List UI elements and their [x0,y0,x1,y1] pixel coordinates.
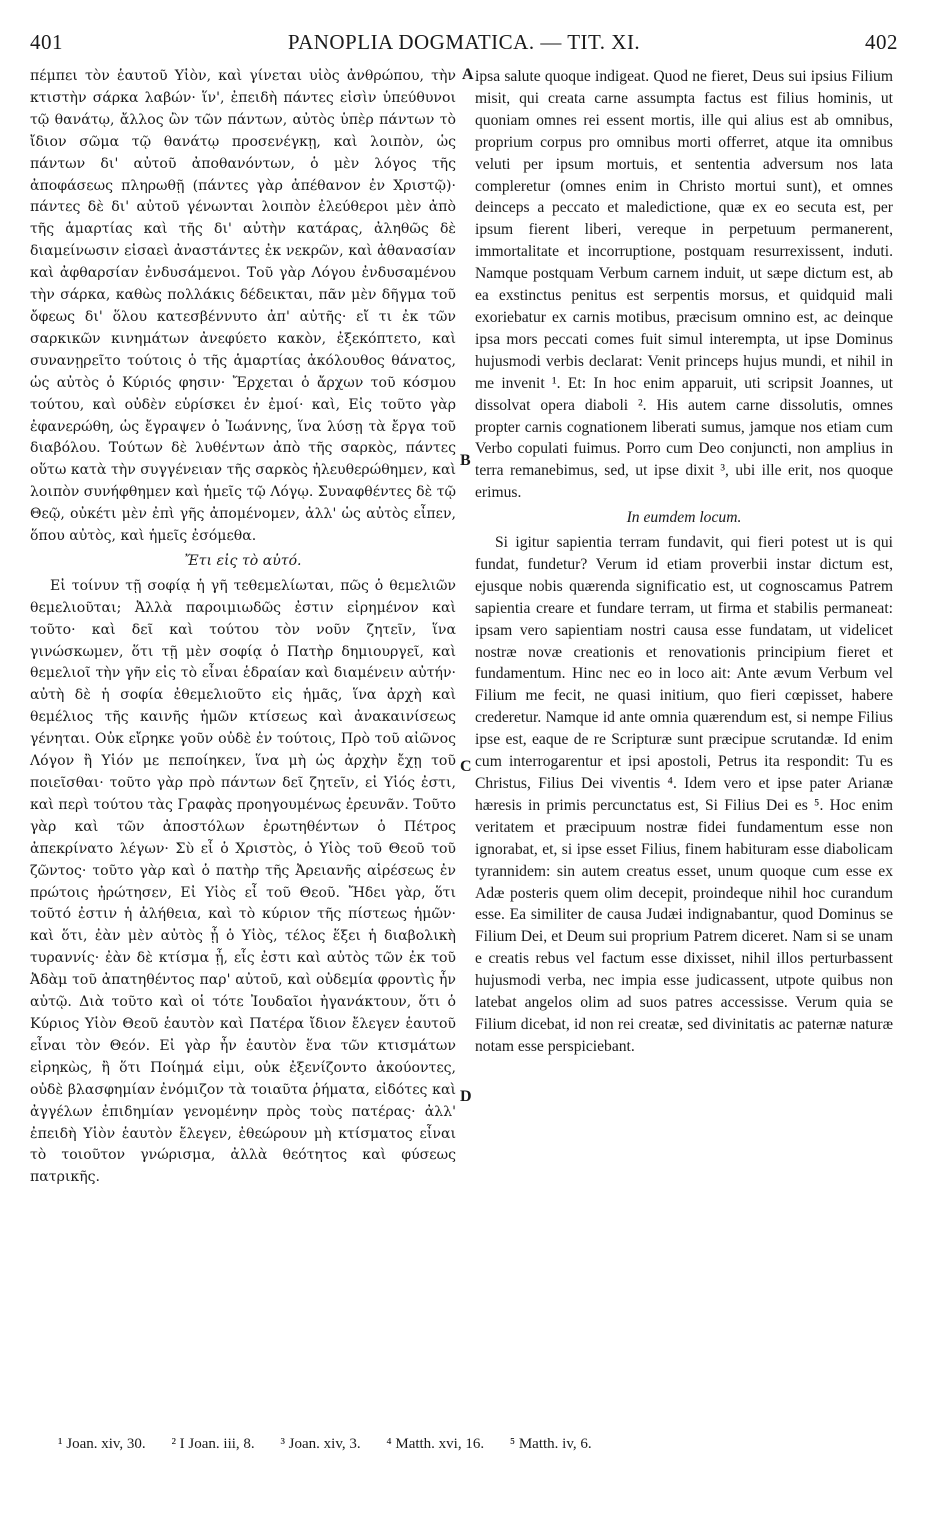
footnote: ² I Joan. iii, 8. [171,1436,255,1452]
greek-subheading: Ἔτι εἰς τὸ αὐτό. [184,552,302,569]
running-title: PANOPLIA DOGMATICA. — TIT. XI. [287,30,641,54]
greek-paragraph: Εἰ τοίνυν τῇ σοφίᾳ ἡ γῆ τεθεμελίωται, πῶς ὁ θεμελιῶν θεμελιοῦται; Ἀλλὰ παροιμιωδῶς ἐστιν εἰρημένον καὶ τοῦτο· καὶ δεῖ καὶ τούτου τὸν νοῦν ζητεῖν, ἵνα γινώσκωμεν, ὅτι τῇ μὲν σοφίᾳ ὁ Πατὴρ δημιουργεῖ, καὶ θεμελιοῖ τὴν γῆν εἰς τὸ εἶναι ἑδραίαν καὶ διαμένειν αὐτήν· αὐτὴ δὲ ἡ σοφία ἐθεμελιοῦτο εἰς ἡμᾶς, ἵνα ἀρχὴ καὶ θεμέλιος τῆς καινῆς ἡμῶν κτίσεως καὶ ἀνακαινίσεως γένηται. Οὐκ εἴρηκε γοῦν οὐδὲ ἐν τούτοις, Πρὸ τοῦ αἰῶνος Λόγον ἢ Υἱόν με πεποίηκεν, ἵνα μὴ ὡς ἀρχὴν ἔχῃ τοῦ ποιεῖσθαι· τοῦτο γὰρ πρὸ πάντων δεῖ ζητεῖν, εἰ Υἱός ἐστι, καὶ περὶ τούτου τὰς Γραφὰς προηγουμένως ἐρευνᾶν. Τοῦτο γὰρ καὶ τῶν ἀποστόλων ἐρωτηθέντων ὁ Πέτρος ἀπεκρίνατο λέγων· Σὺ εἶ ὁ Χριστὸς, ὁ Υἱὸς τοῦ Θεοῦ τοῦ ζῶντος· τοῦτο γὰρ καὶ ὁ πατὴρ τῆς Ἀρειανῆς αἱρέσεως ἐν πρώτοις ἠρώτησεν, Εἰ Υἱὸς εἶ τοῦ Θεοῦ. Ἤδει γὰρ, ὅτι τοῦτό ἐστιν ἡ ἀλήθεια, καὶ τὸ κύριον τῆς πίστεως ἡμῶν· καὶ ὅτι, ἐὰν μὲν αὐτὸς ᾖ ὁ Υἱὸς, τέλος ἕξει ἡ διαβολικὴ τυραννίς· ἐὰν δὲ κτίσμα ᾖ, εἷς ἐστι καὶ αὐτὸς τῶν ἐκ τοῦ Ἀδὰμ τοῦ ἀπατηθέντος παρ' αὐτοῦ, καὶ οὐδεμία φροντὶς ἦν αὐτῷ. Διὰ τοῦτο καὶ οἱ τότε Ἰουδαῖοι ἠγανάκτουν, ὅτι ὁ Κύριος Υἱὸν Θεοῦ ἑαυτὸν καὶ Πατέρα ἴδιον ἔλεγεν ἑαυτοῦ εἶναι τὸν Θεόν. Εἰ γὰρ ἦν ἑαυτὸν ἕνα τῶν κτισμάτων εἰρηκὼς, ἢ ὅτι Ποίημά εἰμι, οὐκ ἐξενίζοντο ἀκούοντες, οὐδὲ βλασφημίαν ἐνόμιζον τὰ τοιαῦτα ῥήματα, εἰδότες καὶ ἀγγέλων ἐπιδημίαν γενομένην πρὸς τοὺς πατέρας· ἀλλ' ἐπειδὴ Υἱὸν ἑαυτὸν ἔλεγεν, ἐθεώρουν μὴ κτίσματος εἶναι τὸ τοιοῦτον γνώρισμα, ἀλλὰ θεότητος καὶ φύσεως πατρικῆς. [30,577,456,1186]
margin-letter: C [460,758,472,775]
footnote: ³ Joan. xiv, 3. [280,1436,361,1452]
latin-paragraph: Si igitur sapientia terram fundavit, qui fieri potest ut is qui fundat, fundetur? Verum id etiam proverbii instar dictum est, ejusque nobis quærenda significatio est, ut cognoscamus Patrem sapientia creare et fundare terram, ut firma et stabilis permaneat: ipsam vero sapientiam nostri causa esse fundatam, ut videlicet nostræ novæ creationis et renovationis principium fieret et fundamentum. Hinc nec eo in loco ait: Ante ævum Verbum vel Filium me fecit, ne quasi initium, quo fieri cœpisset, habere crederetur. Namque id ante omnia quærendum est, si nempe Filius ipse est, eaque de re Scripturæ sunt præcipue scrutandæ. Id enim cum interrogarentur et ipsi apostoli, Petrus ita respondit: Tu es Christus, Filius Dei viventis ⁴. Idem vero et ipse pater Arianæ hæresis in primis percunctatus est, Si Filius Dei es ⁵. Hoc enim veritatem et præcipuum nostræ fidei fundamentum esse non ignorabat, et, si ipse esset Filius, finem habituram esse diabolicam tyrannidem: sin autem creatus esset, unum quoque cum esse ex Adæ posteris quem olim decepit, proindeque nihil hoc curandum esse. Ea similiter de causa Judæi indignabantur, quod Dominus se Filium Dei, et Deum sui proprium Patrem diceret. Nam si se unam e creatis rebus vel factum esse dixisset, nihil illos perturbassent hujusmodi verba, nec impia esse judicassent, utpote quibus non latebat angelos olim ad suos patres accessisse. Verum quia se Filium dicebat, id non rei creatæ, sed divinitatis ac paternæ naturæ notam esse perspiciebant. [475,534,893,1055]
margin-letter: A [462,66,474,83]
footnote: ⁵ Matth. iv, 6. [509,1436,592,1452]
margin-letter: D [460,1088,472,1105]
margin-letter: B [460,452,471,469]
latin-paragraph: ipsa salute quoque indigeat. Quod ne fieret, Deus sui ipsius Filium misit, qui creata carne assumpta factus est filius hominis, ut quoniam omnes rei essent mortis, ille qui alius est ab omnibus, proprium corpus pro omnibus morti offerret, atque ita omnibus veluti per ipsum mortuis, et sententia adversum nos lata compleretur (omnes enim in Christo mortui sunt), et omnes deinceps a peccato et maledictione, quæ ex eo secuta est, per ipsum fierent liberi, vereque in perpetuum permanerent, immortalitate et incorruptione, postquam resurrexissent, induti. Namque postquam Verbum carnem induit, ut sæpe dictum est, ab ea exstinctus penitus est serpentis morsus, et quidquid mali exoriebatur ex carnis motibus, præcisum omnino est, ac deinque ipsa mors peccati comes fuit simul interempta, ut ipse Dominus hujusmodi verbis declarat: Venit princeps hujus mundi, et nihil in me invenit ¹. Et: In hoc enim apparuit, uti scripsit Joannes, ut dissolvat opera diaboli ². His autem carne dissolutis, omnes propter carnis cognationem liberati sumus, jamque nos etiam cum Verbo copulati fuimus. Porro cum Deo conjuncti, non amplius in terra remanebimus, sed, ut ipse dixit ³, ubi ille erit, nos quoque erimus. [475,68,893,502]
footnote: ¹ Joan. xiv, 30. [58,1436,146,1452]
greek-paragraph: πέμπει τὸν ἑαυτοῦ Υἱὸν, καὶ γίνεται υἱὸς ἀνθρώπου, τὴν κτιστὴν σάρκα λαβών· ἵν', ἐπειδὴ πάντες εἰσὶν ὑπεύθυνοι τῷ θανάτῳ, ἄλλος ὢν τῶν πάντων, αὐτὸς ὑπὲρ πάντων τὸ ἴδιον σῶμα τῷ θανάτῳ προσενέγκῃ, καὶ λοιπὸν, ὡς πάντων δι' αὐτοῦ ἀποθανόντων, ὁ μὲν λόγος τῆς ἀποφάσεως πληρωθῇ (πάντες γὰρ ἀπέθανον ἐν Χριστῷ)· πάντες δὲ δι' αὐτοῦ γένωνται λοιπὸν ἐλεύθεροι μὲν ἀπὸ τῆς ἁμαρτίας καὶ τῆς δι' αὐτὴν κατάρας, ἀληθῶς δὲ διαμείνωσιν εἰσαεὶ ἀναστάντες ἐκ νεκρῶν, καὶ ἀθανασίαν καὶ ἀφθαρσίαν ἐνδυσάμενοι. Τοῦ γὰρ Λόγου ἐνδυσαμένου τὴν σάρκα, καθὼς πολλάκις δέδεικται, πᾶν μὲν δῆγμα τοῦ ὄφεως δι' ὅλου κατεσβέννυτο ἀπ' αὐτῆς· εἴ τι ἐκ τῶν σαρκικῶν κινημάτων ἀνεφύετο κακὸν, ἐξεκόπτετο, καὶ συνανῃρεῖτο τούτοις ὁ τῆς ἁμαρτίας ἀκόλουθος θάνατος, ὡς αὐτὸς ὁ Κύριός φησιν· Ἔρχεται ὁ ἄρχων τοῦ κόσμου τούτου, καὶ οὐδὲν εὑρίσκει ἐν ἐμοί· καὶ, Εἰς τοῦτο γὰρ ἐφανερώθη, ὡς ἔγραψεν ὁ Ἰωάννης, ἵνα λύσῃ τὰ ἔργα τοῦ διαβόλου. Τούτων δὲ λυθέντων ἀπὸ τῆς σαρκὸς, πάντες οὕτω κατὰ τὴν συγγένειαν τῆς σαρκὸς ἠλευθερώθημεν, καὶ λοιπὸν συνήφθημεν καὶ ἡμεῖς τῷ Λόγῳ. Συναφθέντες δὲ τῷ Θεῷ, οὐκέτι μὲν ἐπὶ γῆς ἀπομένομεν, ἀλλ' ὡς αὐτὸς εἶπεν, ὅπου αὐτὸς, καὶ ἡμεῖς ἐσόμεθα. [30,68,456,545]
greek-column [30,66,456,1189]
footnotes [58,1436,898,1453]
footnote: ⁴ Matth. xvi, 16. [386,1436,485,1452]
latin-subheading: In eumdem locum. [626,509,742,527]
latin-column [475,66,893,1058]
page-number-right: 402 [865,30,898,54]
page-number-left: 401 [30,30,63,54]
running-header [30,30,898,60]
